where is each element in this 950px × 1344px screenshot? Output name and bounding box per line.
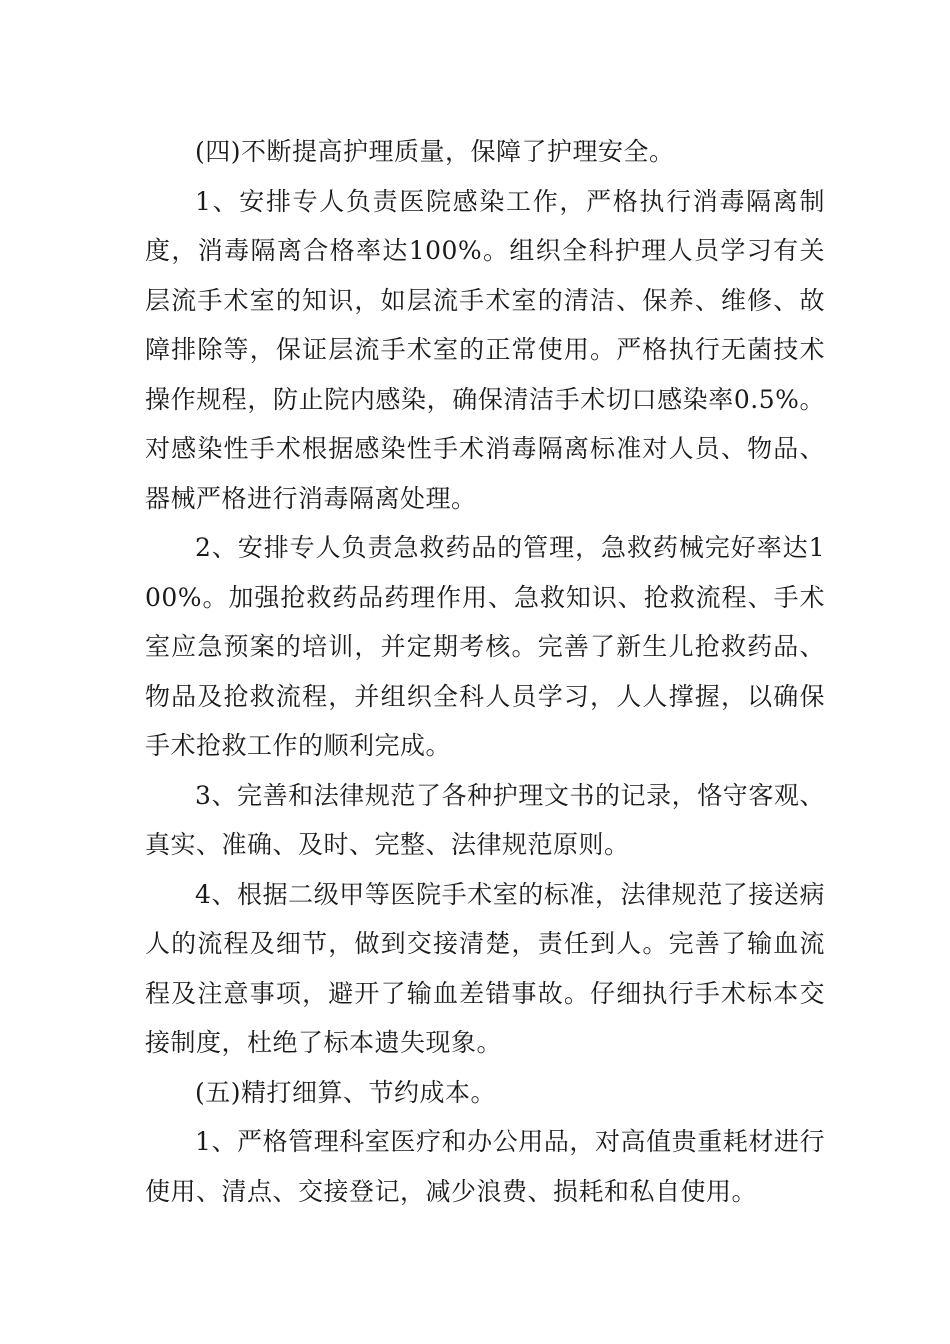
paragraph-patient-transfer: 4、根据二级甲等医院手术室的标准，法律规范了接送病人的流程及细节，做到交接清楚，责任到人。完善了输血流程及注意事项，避开了输血差错事故。仔细执行手术标本交接制度，杜绝了标本遗失现象。 bbox=[145, 879, 825, 1057]
paragraph-infection-control: 1、安排专人负责医院感染工作，严格执行消毒隔离制度，消毒隔离合格率达100%。组织全科护理人员学习有关层流手术室的知识，如层流手术室的清洁、保养、维修、故障排除等，保证层流手术室的正常使用。严格执行无菌技术操作规程，防止院内感染，确保清洁手术切口感染率0.5%。对感染性手术根据感染性手术消毒隔离标准对人员、物品、器械严格进行消毒隔离处理。 bbox=[145, 186, 825, 513]
section-heading-5: (五)精打细算、节约成本。 bbox=[195, 1077, 497, 1107]
section-heading-4: (四)不断提高护理质量，保障了护理安全。 bbox=[195, 137, 675, 166]
paragraph-nursing-records: 3、完善和法律规范了各种护理文书的记录，恪守客观、真实、准确、及时、完整、法律规范原则。 bbox=[145, 780, 825, 859]
paragraph-supplies-management: 1、严格管理科室医疗和办公用品，对高值贵重耗材进行使用、清点、交接登记，减少浪费、损耗和私自使用。 bbox=[145, 1127, 825, 1206]
paragraph-emergency-drugs: 2、安排专人负责急救药品的管理，急救药械完好率达100%。加强抢救药品药理作用、急救知识、抢救流程、手术室应急预案的培训，并定期考核。完善了新生儿抢救药品、物品及抢救流程，并组织全科人员学习，人人撑握，以确保手术抢救工作的顺利完成。 bbox=[145, 533, 825, 760]
document-body bbox=[145, 127, 825, 1216]
